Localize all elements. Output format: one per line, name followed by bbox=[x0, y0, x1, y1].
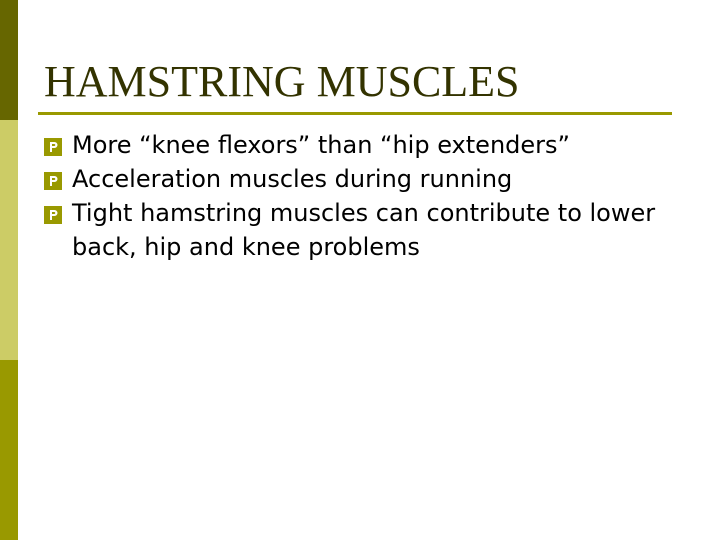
strip-segment-dark bbox=[0, 0, 18, 120]
bullet-text: Tight hamstring muscles can contribute to lower back, hip and knee problems bbox=[72, 199, 656, 261]
strip-segment-light bbox=[0, 120, 18, 360]
slide-title: HAMSTRING MUSCLES bbox=[44, 57, 520, 106]
title-underline bbox=[38, 112, 672, 115]
bullet-item bbox=[44, 196, 684, 264]
p-bullet-icon bbox=[44, 206, 62, 224]
bullet-item bbox=[44, 128, 684, 162]
p-bullet-icon bbox=[44, 138, 62, 156]
bullet-list bbox=[44, 128, 684, 264]
side-color-strip bbox=[0, 0, 18, 540]
strip-segment-mid bbox=[0, 360, 18, 540]
bullet-text: More “knee flexors” than “hip extenders” bbox=[72, 131, 570, 159]
p-bullet-icon bbox=[44, 172, 62, 190]
bullet-text: Acceleration muscles during running bbox=[72, 165, 513, 193]
bullet-item bbox=[44, 162, 684, 196]
